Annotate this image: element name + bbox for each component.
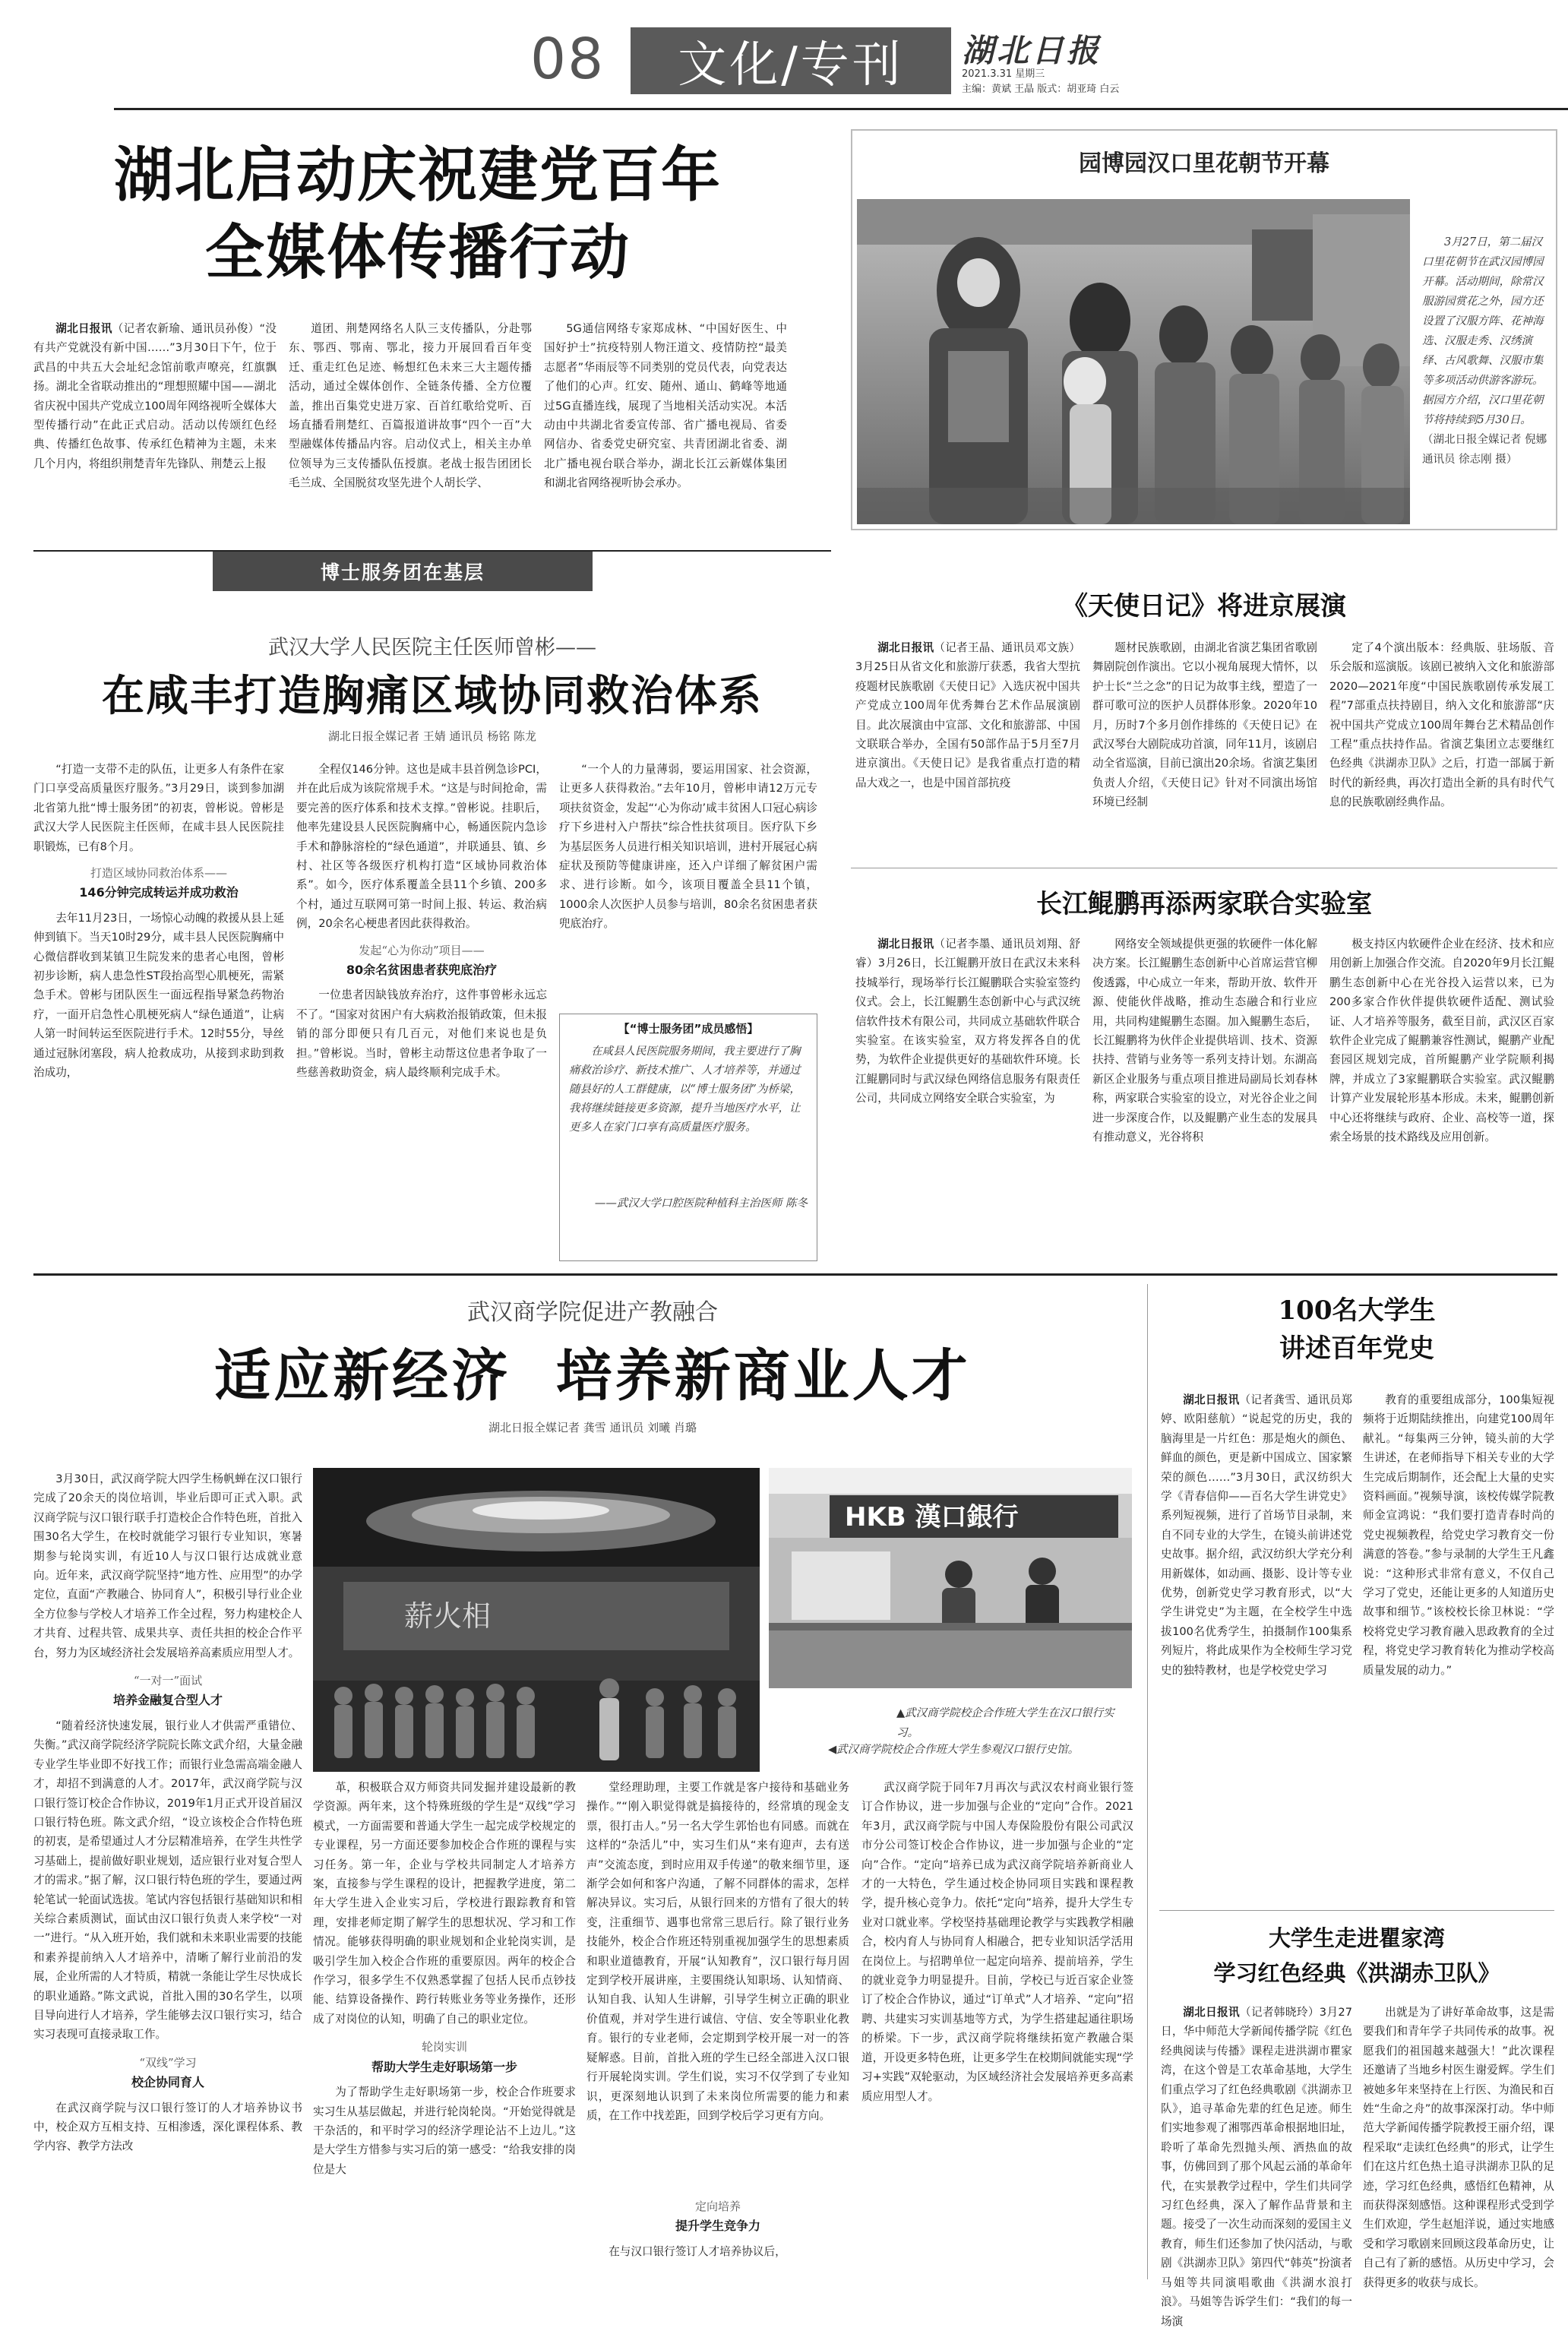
article-col bbox=[855, 935, 1080, 1261]
bank-counter-image bbox=[769, 1468, 1132, 1688]
article-text: 在武汉商学院与汉口银行签订的人才培养协议书中，校企双方互相支持、互相渗透，深化课程体系、教学内容、教学方法改 bbox=[33, 2101, 302, 2153]
kicker: 武汉商学院促进产教融合 bbox=[467, 1299, 718, 1326]
article-col bbox=[1329, 638, 1554, 859]
article-text: （记者韩晓玲）3月27日，华中师范大学新闻传播学院《红色经典阅读与传播》课程走进洪湖市瞿家湾，在这个曾是工农革命基地，大学生们重点学习了红色经典歌剧《洪湖赤卫队》，追寻革命先辈的红色足迹。师生们实地参观了湘鄂西革命根据地旧址，聆听了革命先烈抛头颅、洒热血的故事，仿佛回到了那个风起云涌的革命年代，在实景教学过程中，学生们共同学习红色经典，深入了解作品背景和主题。接受了一次生动而深刻的爱国主义教育，师生们还参加了快闪活动，与歌剧《洪湖赤卫队》第四代“韩英”扮演者马姐等共同演唱歌曲《洪湖水浪打浪》。马姐等告诉学生们：“我们的每一场演 bbox=[1161, 2006, 1352, 2328]
kicker: 武汉大学人民医院主任医师曾彬—— bbox=[268, 636, 596, 659]
article-text: 题材民族歌剧，由湖北省演艺集团省歌剧舞剧院创作演出。它以小视角展现大情怀，以护士长“兰之念”的日记为故事主线，塑造了一群可歌可泣的医护人员群体形象。2020年10月，历时7个多月创作排练的《天使日记》在武汉琴台大剧院成功首演，同年11月，该剧启动全省巡演，目前已演出20余场。省演艺集团负责人介绍，《天使日记》针对不同演出场馆环境已经制 bbox=[1092, 641, 1317, 809]
article-text: “一个人的力量薄弱，要运用国家、社会资源，让更多人获得救治。”去年10月，曾彬申请12万元专项扶贫资金，发起“‘心为你动’咸丰贫困人口冠心病诊疗下乡进村入户帮扶”综合性扶贫项目。医疗队下乡为基层医务人员进行相关知识培训，进村开展冠心病症状及预防等健康讲座，还入户详细了解贫困户需求、进行诊断。如今，该项目覆盖全县11个镇，1000余人次医护人员参与培训，80余名贫困患者获兜底治疗。 bbox=[559, 763, 817, 931]
subhead: 培养金融复合型人才 bbox=[112, 1693, 223, 1708]
photo-story-title: 园博园汉口里花朝节开幕 bbox=[1079, 150, 1329, 177]
column-banner: 博士服务团在基层 bbox=[213, 552, 593, 591]
article-col bbox=[33, 319, 277, 541]
lead-label: 湖北日报讯 bbox=[1183, 2006, 1241, 2019]
article-text: （记者农新瑜、通讯员孙俊）“没有共产党就没有新中国……”3月30日下午，位于武昌的中共五大会址纪念馆前歌声嘹亮，红旗飘扬。湖北全省联动推出的“理想照耀中国——湖北省庆祝中国共产党成立100周年网络视听全媒体大型传播行动”在此正式启动。活动以传颂红色经典、传播红色故事、传承红色精神为主题，未来几个月内，将组织荆楚青年先锋队、荆楚云上报 bbox=[33, 322, 277, 470]
lead-label: 湖北日报讯 bbox=[55, 322, 112, 335]
bank-counter-photo bbox=[769, 1468, 1132, 1688]
article-col bbox=[1329, 935, 1554, 1261]
paper-logo: 湖北日报 bbox=[962, 32, 1102, 69]
flower-festival-image bbox=[857, 199, 1410, 524]
article-text: 武汉商学院于同年7月再次与武汉农村商业银行签订合作协议，进一步加强与企业的“定向”合作。2021年3月，武汉商学院与中国人寿保险股份有限公司武汉市分公司签订校企合作协议，进一步加强与企业的“定向”合作。“定向”培养已成为武汉商学院培养新商业人才的一大特色，学生通过校企协同项目实践和课程教学，提升核心竞争力。依托“定向”培养，提升大学生专业对口就业率。学校坚持基础理论教学与实践教学相融合，校内育人与协同育人相融合，把专业知识活学活用在岗位上。与招聘单位一起定向培养、提前培养，学生的就业竞争力明显提升。目前，学校已与近百家企业签订了校企合作协议，通过“订单式”人才培养、“定向”招聘、共建实习实训基地等方式，为学生搭建起通往职场的桥梁。下一步，武汉商学院将继续拓宽产教融合渠道，开设更多特色班，让更多学生在校期间就能实现“学习+实践”双轮驱动，为区域经济社会发展培养更多高素质应用型人才。 bbox=[861, 1781, 1133, 2103]
quote-box-text: 在咸县人民医院服务期间，我主要进行了胸痛救治诊疗、新技术推广、人才培养等，并通过随县好的人工群健康，以“博士服务团”为桥梁，我将继续链接更多资源，提升当地医疗水平，让更多人在家门口享有高质量医疗服务。 bbox=[569, 1045, 801, 1134]
article-col bbox=[1161, 1390, 1352, 1902]
headline-qujiawan: 大学生走进瞿家湾 学习红色经典《洪湖赤卫队》 bbox=[1213, 1925, 1500, 1986]
article-text: 5G通信网络专家郑成林、“中国好医生、中国好护士”抗疫特别人物汪道文、疫情防控“最美志愿者”华雨辰等不同类别的党员代表，向党表达了他们的心声。红安、随州、通山、鹤峰等地通过5G直播连线，展现了当地相关活动实况。本活动由中共湖北省委宣传部、省广播电视局、省委网信办、省委党史研究室、共青团湖北省委、湖北广播电视台联合举办，湖北长江云新媒体集团和湖北省网络视听协会承办。 bbox=[544, 322, 787, 490]
article-text: 极支持区内软硬件企业在经济、技术和应用创新上加强合作交流。自2020年9月长江鲲鹏生态创新中心在光谷投入运营以来，已为200多家合作伙伴提供软硬件适配、测试验证、人才培养等服务，截至目前，武汉区百家软件企业完成了鲲鹏兼容性测试，鲲鹏产业配套园区规划完成，首所鲲鹏产业学院顺利揭牌，并成立了3家鲲鹏联合实验室。武汉鲲鹏计算产业发展轮形基本形成。未来，鲲鹏创新中心还将继续与政府、企业、高校等一道，探索全场景的技术路线及应用创新。 bbox=[1329, 938, 1554, 1144]
article-text: 教育的重要组成部分，100集短视频将于近期陆续推出，向建党100周年献礼。“每集两三分钟，镜头前的大学生讲述，在老师指导下相关专业的大学生完成后期制作，还会配上大量的史实资料画面。”视频导演，该校传媒学院教师金宣鸿说：“我们要打造青春时尚的党史视频教程，给党史学习教育交一份满意的答卷。”参与录制的大学生王凡鑫说：“这种形式非常有意义，不仅自己学习了党史，还能让更多的人知道历史故事和细节。”该校校长徐卫林说：“学校将党史学习教育融入思政教育的全过程，将党史学习教育转化为推动学校高质量发展的动力。” bbox=[1363, 1393, 1554, 1677]
article-col bbox=[544, 319, 787, 541]
masthead bbox=[0, 0, 1568, 114]
subhead-kicker: 发起“心为你动”项目—— bbox=[359, 943, 485, 957]
section-badge bbox=[631, 27, 951, 94]
headline-angel-diary: 《天使日记》将进京展演 bbox=[1062, 591, 1346, 621]
article-text: 去年11月23日，一场惊心动魄的救援从县上延伸到镇下。当天10时29分，咸丰县人民医院胸痛中心微信群收到某镇卫生院发来的患者心电图，曾彬初步诊断，病人患急性ST段抬高型心肌梗死，需紧急手术。曾彬与团队医生一面远程指导紧急药物治疗，一面开启急性心肌梗死病人“绿色通道”，让病人第一时间转运至医院进行手术。12时55分，导丝通过冠脉闭塞段，病人抢救成功，从接到求助到救治成功， bbox=[33, 911, 284, 1080]
subhead: 80余名贫困患者获兜底治疗 bbox=[346, 963, 498, 978]
subhead: 提升学生竞争力 bbox=[675, 2219, 760, 2234]
photo-caption: ◀武汉商学院校企合作班大学生参观汉口银行史馆。 bbox=[828, 1744, 1080, 1756]
issue-date: 2021.3.31 星期三 bbox=[962, 68, 1045, 80]
subhead: 146分钟完成转运并成功救治 bbox=[79, 885, 239, 900]
byline: 湖北日报全媒记者 王婧 通讯员 杨铭 陈龙 bbox=[327, 729, 537, 743]
hall-wall-sign: 薪火相 bbox=[404, 1599, 492, 1633]
article-text: 革，积极联合双方师资共同发掘并建设最新的教学资源。两年来，这个特殊班级的学生是“双线”学习模式，一方面需要和普通大学生一起完成学校规定的专业课程，另一方面还要参加校企合作班的课程与实习任务。第一年，企业与学校共同制定人才培养方案，直接参与学生课程的设计，把握教学进度，第二年大学生进入企业实习后，学校进行跟踪教育和管理，安排老师定期了解学生的思想状况、学习和工作情况。能够获得明确的职业规划和企业轮岗实训，是吸引学生加入校企合作班的重要原因。两年的校企合作学习，很多学生不仅熟悉掌握了包括人民币点钞技能、结算设备操作、跨行转账业务等业务操作，还形成了对岗位的认知，明确了自己的职业定位。 bbox=[313, 1781, 576, 2026]
article-col bbox=[33, 760, 284, 1261]
history-hall-photo bbox=[313, 1468, 760, 1772]
lead-label: 湖北日报讯 bbox=[1183, 1393, 1240, 1406]
lead-label: 湖北日报讯 bbox=[877, 938, 934, 950]
article-text: 一位患者因缺钱放弃治疗，这件事曾彬永远忘不了。“国家对贫困户有大病救治报销政策，但未报销的部分即便只有几百元，对他们来说也是负担。”曾彬说。当时，曾彬主动帮这位患者争取了一些慈善救助资金，病人最终顺利完成手术。 bbox=[296, 988, 547, 1080]
article-col bbox=[1161, 2003, 1352, 2328]
article-text: 3月30日，武汉商学院大四学生杨帆蝉在汉口银行完成了20余天的岗位培训，毕业后即可正式入职。武汉商学院与汉口银行联手打造校企合作特色班，首批入围30名大学生，在校时就能学习银行专业知识，寒暑期参与轮岗实训，有近10人与汉口银行达成就业意向。近年来，武汉商学院坚持“地方性、应用型”的办学定位，直面“产教融合、协同育人”，积极引导行业企业全方位参与学校人才培养工作全过程，努力构建校企人才共育、过程共管、成果共享、责任共担的校企合作平台，努力为区域经济社会发展培养高素质应用型人才。 bbox=[33, 1472, 302, 1659]
bank-sign: HKB 漢口銀行 bbox=[845, 1502, 1019, 1532]
article-col bbox=[289, 319, 532, 541]
subhead-kicker: 打造区域协同救治体系—— bbox=[90, 866, 227, 881]
lead-label: 湖北日报讯 bbox=[877, 641, 934, 654]
editors: 主编：黄斌 王晶 版式：胡亚琦 白云 bbox=[962, 84, 1120, 95]
subhead-kicker: “一对一”面试 bbox=[133, 1674, 203, 1688]
headline-kunpeng: 长江鲲鹏再添两家联合实验室 bbox=[1036, 889, 1372, 919]
subhead: 帮助大学生走好职场第一步 bbox=[371, 2059, 517, 2074]
article-text: 出就是为了讲好革命故事，这是需要我们和青年学子共同传承的故事。祝愿我们的祖国越来越强大！”此次课程还邀请了当地乡村医生谢爱辉。学生们被她多年来坚持在上行医、为渔民和百姓“生命之舟”的故事深深打动。华中师范大学新闻传播学院教授王丽介绍，课程采取“走读红色经典”的形式，让学生们在这片红色热土追寻洪湖赤卫队的足迹，学习红色经典，感悟红色精神，从而获得深刻感悟。这种课程形式受到学生们欢迎，学生赵旭洋说，通过实地感受和学习歌剧来回顾这段革命历史，让自己有了新的感悟。从历史中学习，会获得更多的收获与成长。 bbox=[1363, 2006, 1554, 2289]
photo-caption: ▲武汉商学院校企合作班大学生在汉口银行实习。 bbox=[896, 1707, 1114, 1739]
article-col bbox=[559, 760, 817, 1009]
article-text: 全程仅146分钟。这也是咸丰县首例急诊PCI，并在此后成为该院常规手术。“这是与时间抢命，需要完善的医疗体系和技术支撑。”曾彬说。挂职后，他率先建设县人民医院胸痛中心，畅通医院内急诊手术和静脉溶栓的“绿色通道”，并联通县、镇、乡村、社区等各级医疗机构打造“区域协同救治体系”。如今，医疗体系覆盖全县11个乡镇、200多个村，通过互联网可第一时间上报、转运、救治病例，20余名心梗患者因此获得救治。 bbox=[296, 763, 547, 931]
quote-box-signature: ——武汉大学口腔医院种植科主治医师 陈冬 bbox=[594, 1197, 808, 1210]
article-col bbox=[1092, 638, 1317, 859]
article-text: 堂经理助理，主要工作就是客户接待和基础业务操作。”“刚入职觉得就是搞接待的，经常填的现金支票，很打击人。”另一名大学生郭怡也有同感。而就在这样的“杂活儿”中，实习生们从“来有迎声，去有送声”交流态度，到时应用双手传递”的敬来细节里，逐渐学会如何和客户沟通，了解不同群体的需求，怎样解决异议。实习后，从银行回来的方惜有了很大的转变，注重细节、遇事也常常三思后行。除了银行业务技能外，校企合作班还特别重视加强学生的思想素质和职业道德教育，开展“认知教育”，汉口银行每月固定到学校开展讲座，主要围绕认知职场、认知情商、认知自我、认知人生讲解，引导学生树立正确的职业价值观，并对学生进行诚信、守信、安全等职业化教育。银行的专业老师，会定期到学校开展一对一的答疑解惑。目前，首批入班的学生已经全部进入汉口银行开展轮岗实训。学生们说，实习不仅学到了专业知识，更深刻地认识到了未来岗位所需要的能力和素质，在工作中找差距，回到学校后学习更有方向。 bbox=[586, 1781, 849, 2122]
column-divider bbox=[1147, 1284, 1148, 2279]
article-text: 网络安全领域提供更强的软硬件一体化解决方案。长江鲲鹏生态创新中心首席运营官柳俊透露，中心成立一年来，帮助开放、软件开源、使能伙伴战略，推动生态融合和行业应用，共同构建鲲鹏生态圈。加入鲲鹏生态后，长江鲲鹏将为伙伴企业提供培训、技术、资源扶持、营销与业务等一系列支持计划。东湖高新区企业服务与重点项目推进局副局长刘春林称，两家联合实验室的设立，对光谷企业之间进一步深度合作，以及鲲鹏产业生态的发展具有推动意义，光谷将积 bbox=[1092, 938, 1317, 1144]
article-text: （记者李墨、通讯员刘翔、舒睿）3月26日，长江鲲鹏开放日在武汉未来科技城举行，现场举行长江鲲鹏联合实验室签约仪式。会上，长江鲲鹏生态创新中心与武汉统信软件技术有限公司，共同成立基础软件联合实验室。在该实验室，双方将发挥各自的优势，为软件企业提供更好的基础软件环境。长江鲲鹏同时与武汉绿色网络信息服务有限责任公司，共同成立网络安全联合实验室，为 bbox=[855, 938, 1080, 1105]
article-text: 为了帮助学生走好职场第一步，校企合作班要求实习生从基层做起，并进行轮岗轮岗。“开始觉得就是干杂活的，和平时学习的经济学理论沾不上边儿。”这是大学生方惜参与实习后的第一感受：“给我安排的岗位是大 bbox=[313, 2086, 576, 2176]
quote-box bbox=[559, 1014, 817, 1261]
subhead-kicker: “双线”学习 bbox=[139, 2055, 197, 2070]
section-divider bbox=[1159, 1910, 1554, 1911]
quote-box-title: 【“博士服务团”成员感悟】 bbox=[618, 1022, 759, 1036]
section-name: 文化/专刊 bbox=[678, 37, 904, 93]
article-col bbox=[586, 1778, 849, 2282]
photo-caption: 3月27日，第二届汉口里花朝节在武汉园博园开幕。活动期间，除常汉服游园赏花之外，园方还设置了汉服方阵、花神海选、汉服走秀、汉绣演绎、古风歌舞、汉服市集等多项活动供游客游玩。据园方介绍，汉口里花朝节将持续到5月30日。 （湖北日报全媒记者 倪娜 通讯员 徐志刚 摄） bbox=[1422, 236, 1547, 466]
article-text: 道团、荆楚网络名人队三支传播队，分赴鄂东、鄂西、鄂南、鄂北，接力开展回看百年变迁、重走红色足迹、畅想红色未来三大主题传播活动，通过全媒体创作、全链条传播、全方位覆盖，推出百集党史进万家、百首红歌给党听、百场直播看荆楚红、百篇报道讲故事“四个一百”大型融媒体传播品内容。启动仪式上，相关主办单位领导为三支传播队伍授旗。老战士报告团团长毛兰成、全国脱贫攻坚先进个人胡长学、 bbox=[289, 322, 532, 490]
article-col bbox=[1363, 1390, 1554, 1902]
masthead-rule bbox=[114, 108, 1568, 110]
article-col bbox=[1092, 935, 1317, 1261]
article-text: （记者王晶、通讯员邓文族）3月25日从省文化和旅游厅获悉，我省大型抗疫题材民族歌剧《天使日记》入选庆祝中国共产党成立100周年优秀舞台艺术作品展演剧目。此次展演由中宣部、文化和旅游部、中国文联联合举办，全国有50部作品于5月至7月进京演出。《天使日记》是我省重点打造的精品大戏之一，也是中国首部抗疫 bbox=[855, 641, 1080, 789]
headline-new-business: 适应新经济 培养新商业人才 bbox=[214, 1343, 971, 1409]
section-divider bbox=[33, 1273, 1557, 1276]
article-col bbox=[1363, 2003, 1554, 2289]
article-col bbox=[313, 1778, 576, 2282]
history-hall-image bbox=[313, 1468, 760, 1772]
byline: 湖北日报全媒记者 龚雪 通讯员 刘曦 肖璐 bbox=[488, 1421, 697, 1434]
article-text: “打造一支带不走的队伍，让更多人有条件在家门口享受高质量医疗服务。”3月29日，谈到参加湖北省第九批“博士服务团”的初衷，曾彬说。曾彬是武汉大学人民医院主任医师，在咸丰县人民医院挂职锻炼，已有8个月。 bbox=[33, 763, 284, 853]
page-number: 08 bbox=[530, 27, 605, 92]
article-col bbox=[855, 638, 1080, 859]
article-text: （记者龚雪、通讯员郑婷、欧阳慈航）“说起党的历史，我的脑海里是一片红色：那是炮火的颜色、鲜血的颜色，更是新中国成立、国家繁荣的颜色……”3月30日，武汉纺织大学《青春信仰——百名大学生讲党史》系列短视频，进行了首场节目录制，来自不同专业的大学生，在镜头前讲述党史故事。据介绍，武汉纺织大学充分利用新媒体，如动画、摄影、设计等专业优势，创新党史学习教育形式，以“大学生讲党史”为主题，在全校学生中选拔100名优秀学生，拍摄制作100集系列短片，将此成果作为全校师生学习党史的独特教材，也是学校党史学习 bbox=[1161, 1393, 1352, 1677]
article-col bbox=[296, 760, 547, 1261]
article-text: 在与汉口银行签订人才培养协议后， bbox=[609, 2244, 786, 2258]
headline-100-students: 100名大学生 讲述百年党史 bbox=[1278, 1295, 1436, 1364]
article-text: 定了4个演出版本：经典版、驻场版、音乐会版和巡演版。该剧已被纳入文化和旅游部2020—2021年度“中国民族歌剧传承发展工程”7部重点扶持剧目，纳入文化和旅游部“庆祝中国共产党成立100周年舞台艺术精品创作工程”重点扶持作品。省演艺集团立志要继红色经典《洪湖赤卫队》之后，打造一部属于新时代的新经典，再次打造出全新的具有时代气息的民族歌剧经典作品。 bbox=[1329, 641, 1554, 809]
article-col bbox=[861, 1778, 1133, 2282]
headline-chest-pain: 在咸丰打造胸痛区域协同救治体系 bbox=[102, 671, 763, 721]
headline-party-centenary: 湖北启动庆祝建党百年 全媒体传播行动 bbox=[113, 141, 722, 287]
subhead-kicker: 定向培养 bbox=[694, 2200, 741, 2213]
subhead: 校企协同育人 bbox=[131, 2075, 204, 2090]
subhead-kicker: 轮岗实训 bbox=[421, 2040, 467, 2054]
article-col bbox=[33, 1469, 302, 2282]
article-text: “随着经济快速发展，银行业人才供需严重错位、失衡。”武汉商学院经济学院院长陈文武介绍，大量金融专业学生毕业即不好找工作；而银行业急需高端金融人才，却招不到满意的人才。2017年，武汉商学院与汉口银行签订校企合作协议，2019年1月正式开设首届汉口银行特色班。陈文武介绍，“设立该校企合作特色班的初衷，是希望通过人才分层精准培养，在学生共性学习基础上，提前做好职业规划，适应银行业对复合型人才的需求。”据了解，汉口银行特色班的学生，要通过两轮笔试一轮面试选拔。笔试内容包括银行基础知识和相关综合素质测试，面试由汉口银行负责人来学校“一对一”进行。“从入班开始，我们就和未来职业需要的技能和素养提前纳入人才培养中，清晰了解行业前沿的发展，企业所需的人才特质，精就一条能让学生尽快成长的职业通路。”陈文武说，首批入围的30名学生，以项目导向进行人才培养，学生能够去汉口银行实习，结合实习表现可直接录取工作。 bbox=[33, 1719, 302, 2042]
flower-festival-photo bbox=[857, 199, 1410, 524]
